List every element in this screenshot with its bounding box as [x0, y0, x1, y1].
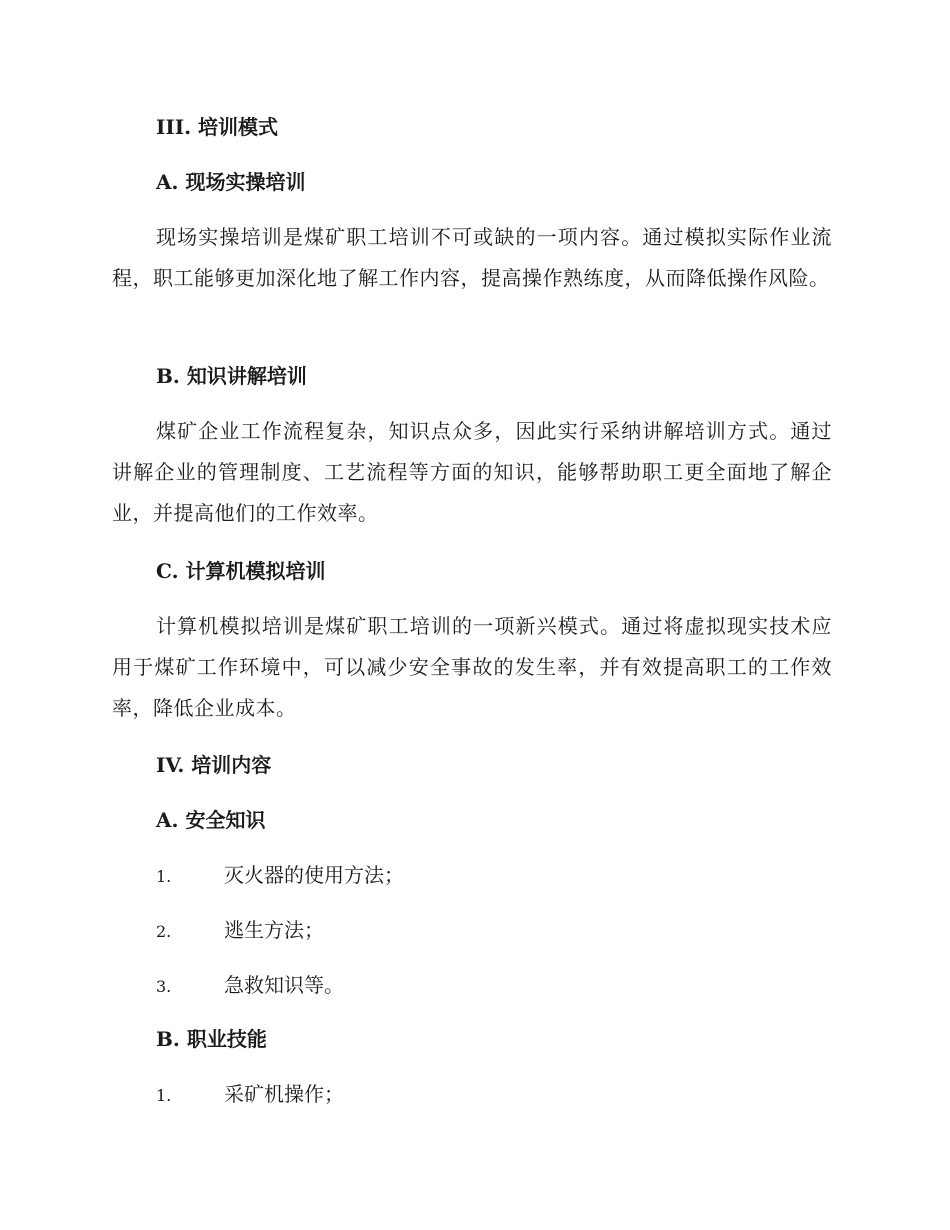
- subsection-heading-safety-knowledge: A. 安全知识: [156, 808, 266, 832]
- list-item-text: 急救知识等。: [224, 973, 344, 997]
- list-item: [156, 916, 324, 946]
- list-item-text: 灭火器的使用方法；: [224, 863, 404, 887]
- subsection-heading-onsite-training: A. 现场实操培训: [156, 170, 306, 194]
- section-heading-iii: III. 培训模式: [156, 115, 278, 139]
- list-item-number: 1.: [156, 867, 172, 886]
- paragraph-computer-simulation: 计算机模拟培训是煤矿职工培训的一项新兴模式。通过将虚拟现实技术应用于煤矿工作环境中，可以减少安全事故的发生率，并有效提高职工的工作效率，降低企业成本。: [112, 614, 832, 720]
- list-item: [156, 971, 344, 1001]
- list-item: [156, 1080, 344, 1110]
- list-item: [156, 861, 404, 891]
- list-item-number: 3.: [156, 977, 172, 996]
- list-item-text: 逃生方法；: [224, 918, 324, 942]
- subsection-heading-knowledge-training: B. 知识讲解培训: [156, 364, 307, 388]
- list-item-number: 2.: [156, 922, 172, 941]
- paragraph-onsite-training: 现场实操培训是煤矿职工培训不可或缺的一项内容。通过模拟实际作业流程，职工能够更加深化地了解工作内容，提高操作熟练度，从而降低操作风险。: [112, 225, 832, 290]
- list-item-number: 1.: [156, 1086, 172, 1105]
- list-item-text: 采矿机操作；: [224, 1082, 344, 1106]
- subsection-heading-job-skills: B. 职业技能: [156, 1027, 267, 1051]
- paragraph-knowledge-training: 煤矿企业工作流程复杂，知识点众多，因此实行采纳讲解培训方式。通过讲解企业的管理制度、工艺流程等方面的知识，能够帮助职工更全面地了解企业，并提高他们的工作效率。: [112, 419, 832, 525]
- subsection-heading-computer-simulation: C. 计算机模拟培训: [156, 559, 326, 583]
- section-heading-iv: IV. 培训内容: [156, 753, 272, 777]
